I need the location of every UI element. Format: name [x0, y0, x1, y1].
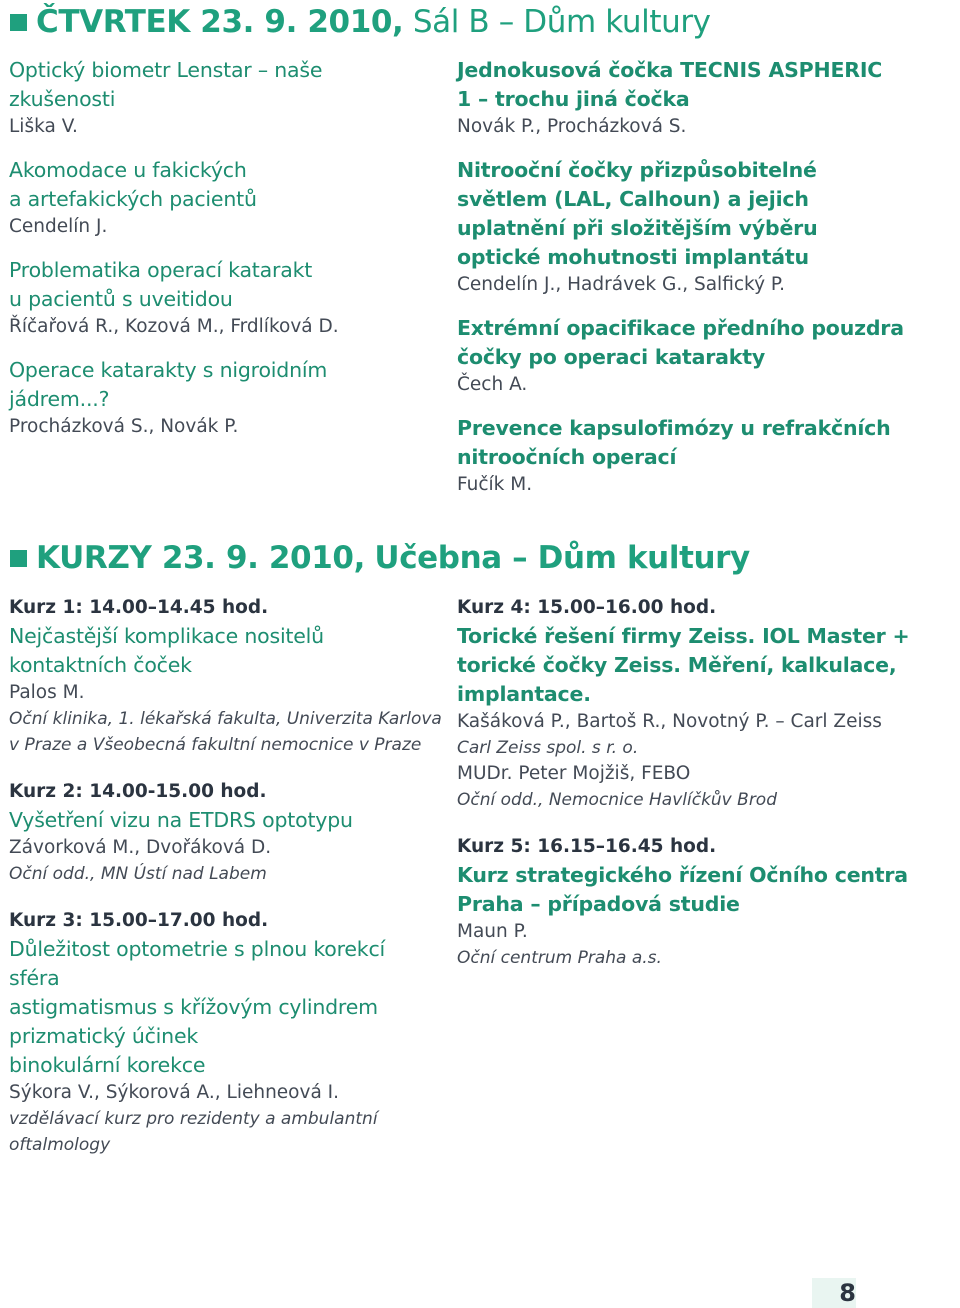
- course-authors: Kašáková P., Bartoš R., Novotný P. – Carl Zeiss: [457, 711, 882, 732]
- lecture-title-line: Nitrooční čočky přizpůsobitelné: [457, 158, 817, 182]
- lecture-item: [9, 56, 459, 140]
- course-item: [9, 594, 459, 758]
- lecture-title-line: Optický biometr Lenstar – naše: [9, 58, 323, 82]
- lecture-item: [457, 56, 952, 140]
- course-time: Kurz 5: 16.15–16.45 hod.: [457, 836, 717, 857]
- lecture-authors: Cendelín J., Hadrávek G., Salfický P.: [457, 274, 786, 295]
- course-affiliation-line: Oční odd., MN Ústí nad Labem: [9, 864, 267, 884]
- lecture-title-line: nitroočních operací: [457, 445, 677, 469]
- lecture-title-line: u pacientů s uveitidou: [9, 287, 233, 311]
- thursday-right-column: [457, 56, 952, 498]
- course-title: [9, 622, 459, 680]
- lecture-title-line: Extrémní opacifikace předního pouzdra: [457, 316, 904, 340]
- course-authors-secondary: MUDr. Peter Mojžiš, FEBO: [457, 763, 691, 784]
- course-title: [457, 861, 952, 919]
- course-affiliation-line: v Praze a Všeobecná fakultní nemocnice v Praze: [9, 735, 422, 755]
- course-affiliation-line: vzdělávací kurz pro rezidenty a ambulantní: [9, 1109, 378, 1129]
- lecture-authors: Říčařová R., Kozová M., Frdlíková D.: [9, 316, 339, 337]
- course-time: Kurz 4: 15.00–16.00 hod.: [457, 597, 717, 618]
- course-authors: Maun P.: [457, 921, 528, 942]
- course-authors: Sýkora V., Sýkorová A., Liehneová I.: [9, 1082, 340, 1103]
- lecture-authors: Procházková S., Novák P.: [9, 416, 239, 437]
- section-title-date: KURZY 23. 9. 2010,: [36, 540, 365, 576]
- section-title-venue: Sál B – Dům kultury: [412, 4, 711, 40]
- lecture-authors: Novák P., Procházková S.: [457, 116, 687, 137]
- lecture-title-line: a artefakických pacientů: [9, 187, 257, 211]
- lecture-title-line: světlem (LAL, Calhoun) a jejich: [457, 187, 809, 211]
- course-title: [9, 935, 459, 1080]
- lecture-title: [457, 156, 952, 272]
- course-title-line: binokulární korekce: [9, 1053, 206, 1077]
- course-item: [457, 833, 952, 971]
- lecture-authors: Čech A.: [457, 374, 528, 395]
- course-affiliation-line: oftalmology: [9, 1135, 111, 1155]
- lecture-item: [457, 414, 952, 498]
- course-affiliation-line: Oční klinika, 1. lékařská fakulta, Univerzita Karlova: [9, 709, 442, 729]
- lecture-title-line: Problematika operací katarakt: [9, 258, 313, 282]
- course-title-line: sféra: [9, 966, 60, 990]
- lecture-title: [9, 356, 459, 414]
- course-affiliation: [9, 706, 459, 758]
- course-affiliation: [457, 735, 952, 761]
- course-item: [457, 594, 952, 813]
- lecture-title-line: 1 – trochu jiná čočka: [457, 87, 690, 111]
- course-title-line: Kurz strategického řízení Očního centra: [457, 863, 908, 887]
- course-title-line: prizmatický účinek: [9, 1024, 199, 1048]
- lecture-title-line: Operace katarakty s nigroidním: [9, 358, 328, 382]
- lecture-authors: Cendelín J.: [9, 216, 108, 237]
- lecture-title: [9, 156, 459, 214]
- course-item: [9, 778, 459, 887]
- section-marker-square: [10, 14, 27, 31]
- course-time: Kurz 2: 14.00-15.00 hod.: [9, 781, 267, 802]
- course-title-line: Torické řešení firmy Zeiss. IOL Master +: [457, 624, 910, 648]
- courses-left-column: [9, 594, 459, 1158]
- course-affiliation: [457, 945, 952, 971]
- course-authors: Palos M.: [9, 682, 85, 703]
- lecture-title-line: optické mohutnosti implantátu: [457, 245, 809, 269]
- course-title: [9, 806, 459, 835]
- courses-right-column: [457, 594, 952, 971]
- lecture-title: [457, 56, 952, 114]
- lecture-title-line: jádrem...?: [9, 387, 110, 411]
- lecture-item: [9, 256, 459, 340]
- course-title-line: implantace.: [457, 682, 591, 706]
- section-title-venue: Učebna – Dům kultury: [374, 540, 750, 576]
- course-affiliation-line: Oční odd., Nemocnice Havlíčkův Brod: [457, 790, 777, 810]
- lecture-item: [9, 156, 459, 240]
- course-authors: Závorková M., Dvořáková D.: [9, 837, 272, 858]
- section-header-thursday: [10, 4, 711, 40]
- course-title-line: Praha – případová studie: [457, 892, 740, 916]
- course-affiliation: [9, 861, 459, 887]
- course-time: Kurz 3: 15.00–17.00 hod.: [9, 910, 269, 931]
- lecture-item: [9, 356, 459, 440]
- section-title-date: ČTVRTEK 23. 9. 2010,: [36, 4, 404, 40]
- course-title-line: Důležitost optometrie s plnou korekcí: [9, 937, 386, 961]
- lecture-title-line: čočky po operaci katarakty: [457, 345, 765, 369]
- course-title-line: Nejčastější komplikace nositelů: [9, 624, 324, 648]
- lecture-authors: Liška V.: [9, 116, 78, 137]
- lecture-authors: Fučík M.: [457, 474, 533, 495]
- lecture-title-line: Jednokusová čočka TECNIS ASPHERIC: [457, 58, 883, 82]
- lecture-title-line: Prevence kapsulofimózy u refrakčních: [457, 416, 891, 440]
- lecture-item: [457, 314, 952, 398]
- lecture-title: [457, 414, 952, 472]
- course-title: [457, 622, 952, 709]
- course-title-line: Vyšetření vizu na ETDRS optotypu: [9, 808, 353, 832]
- course-item: [9, 907, 459, 1158]
- course-affiliation: [9, 1106, 459, 1158]
- lecture-title: [9, 256, 459, 314]
- course-affiliation-line: Oční centrum Praha a.s.: [457, 948, 662, 968]
- course-affiliation-line: Carl Zeiss spol. s r. o.: [457, 738, 639, 758]
- lecture-title: [9, 56, 459, 114]
- section-header-courses: [10, 540, 750, 576]
- page-number: 8: [812, 1278, 856, 1308]
- section-marker-square: [10, 550, 27, 567]
- lecture-item: [457, 156, 952, 298]
- course-time: Kurz 1: 14.00–14.45 hod.: [9, 597, 269, 618]
- thursday-left-column: [9, 56, 459, 440]
- lecture-title: [457, 314, 952, 372]
- lecture-title-line: Akomodace u fakických: [9, 158, 247, 182]
- course-affiliation-secondary: [457, 787, 952, 813]
- course-title-line: kontaktních čoček: [9, 653, 192, 677]
- lecture-title-line: zkušenosti: [9, 87, 116, 111]
- lecture-title-line: uplatnění při složitějším výběru: [457, 216, 818, 240]
- course-title-line: astigmatismus s křížovým cylindrem: [9, 995, 378, 1019]
- course-title-line: torické čočky Zeiss. Měření, kalkulace,: [457, 653, 897, 677]
